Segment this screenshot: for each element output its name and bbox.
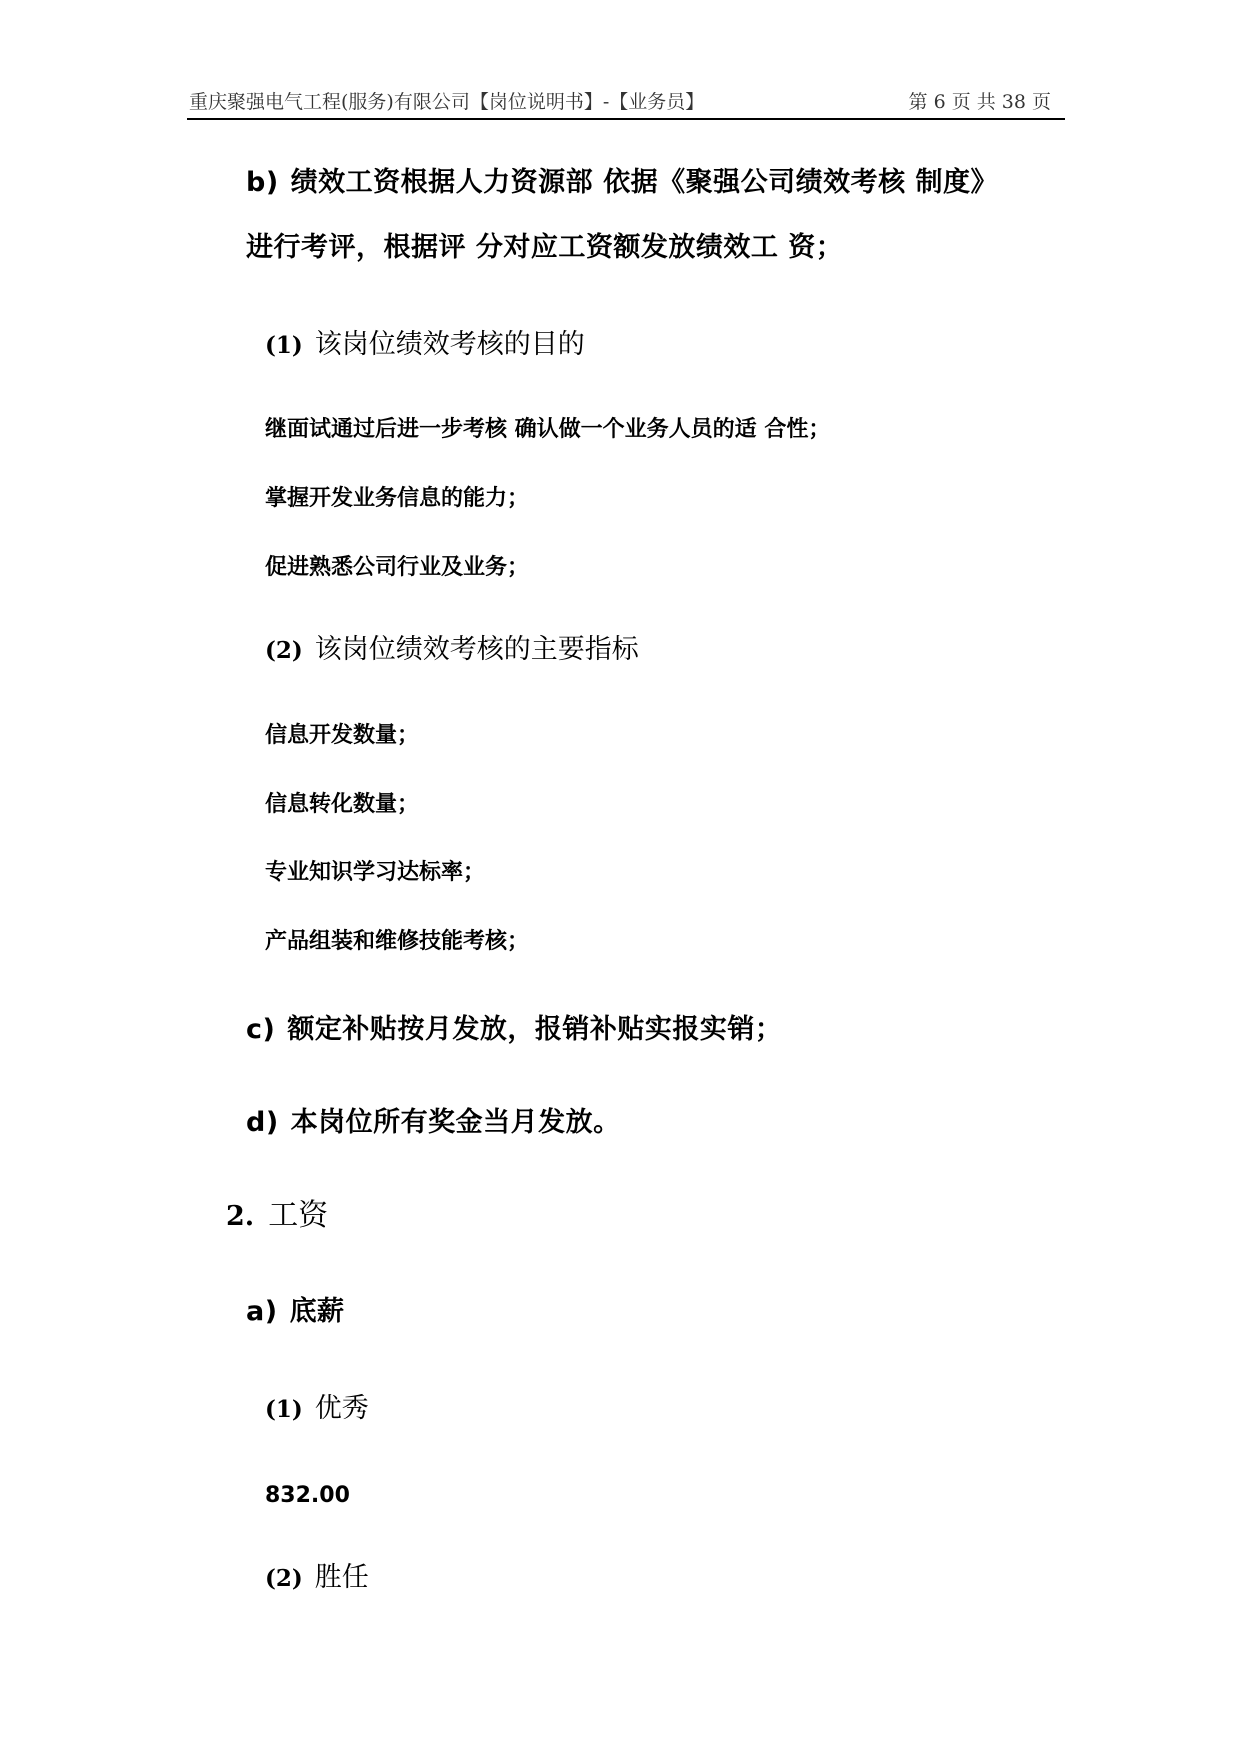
level-excellent-value: 832.00 (265, 1483, 350, 1508)
clause-b-text1: 绩效工资根据人力资源部 依据《聚强公司绩效考核 制度》 (290, 167, 998, 198)
level-excellent-number: (1) (265, 1396, 303, 1423)
subheading-indicators-number: (2) (265, 637, 303, 664)
subheading-purpose (265, 327, 585, 364)
clause-c-label: c) (246, 1014, 276, 1045)
clause-d (246, 1105, 621, 1141)
page-header (187, 88, 1065, 120)
level-competent-number: (2) (265, 1565, 303, 1592)
purpose-item: 掌握开发业务信息的能力； (265, 486, 530, 511)
clause-b-line2: 进行考评，根据评 分对应工资额发放绩效工 资； (246, 232, 844, 263)
clause-b-line1 (246, 165, 998, 201)
level-competent (265, 1560, 369, 1597)
indicator-item: 信息转化数量； (265, 792, 420, 817)
clause-c (246, 1012, 782, 1048)
clause-a-text: 底薪 (289, 1296, 345, 1327)
indicator-item: 专业知识学习达标率； (265, 860, 486, 885)
subheading-purpose-text: 该岗位绩效考核的目的 (314, 329, 585, 360)
clause-d-label: d) (246, 1107, 279, 1138)
clause-b-label: b) (246, 167, 279, 198)
indicator-item: 信息开发数量； (265, 723, 420, 748)
level-excellent-text: 优秀 (314, 1393, 369, 1424)
clause-d-text: 本岗位所有奖金当月发放。 (290, 1107, 621, 1138)
section-2-number: 2. (226, 1201, 255, 1232)
purpose-item: 继面试通过后进一步考核 确认做一个业务人员的适 合性； (265, 417, 831, 442)
level-competent-text: 胜任 (314, 1562, 369, 1593)
purpose-item: 促进熟悉公司行业及业务； (265, 555, 530, 580)
subheading-indicators (265, 632, 639, 669)
header-company-title: 重庆聚强电气工程(服务)有限公司【岗位说明书】-【业务员】 (189, 91, 705, 113)
header-page-number: 第 6 页 共 38 页 (908, 91, 1051, 113)
clause-a (246, 1294, 345, 1330)
level-excellent (265, 1391, 369, 1428)
subheading-purpose-number: (1) (265, 332, 303, 359)
clause-a-label: a) (246, 1296, 278, 1327)
section-2-title: 工资 (268, 1198, 329, 1233)
subheading-indicators-text: 该岗位绩效考核的主要指标 (314, 634, 639, 665)
indicator-item: 产品组装和维修技能考核； (265, 929, 530, 954)
section-2-heading (226, 1196, 328, 1237)
clause-c-text: 额定补贴按月发放，报销补贴实报实销； (287, 1014, 783, 1045)
